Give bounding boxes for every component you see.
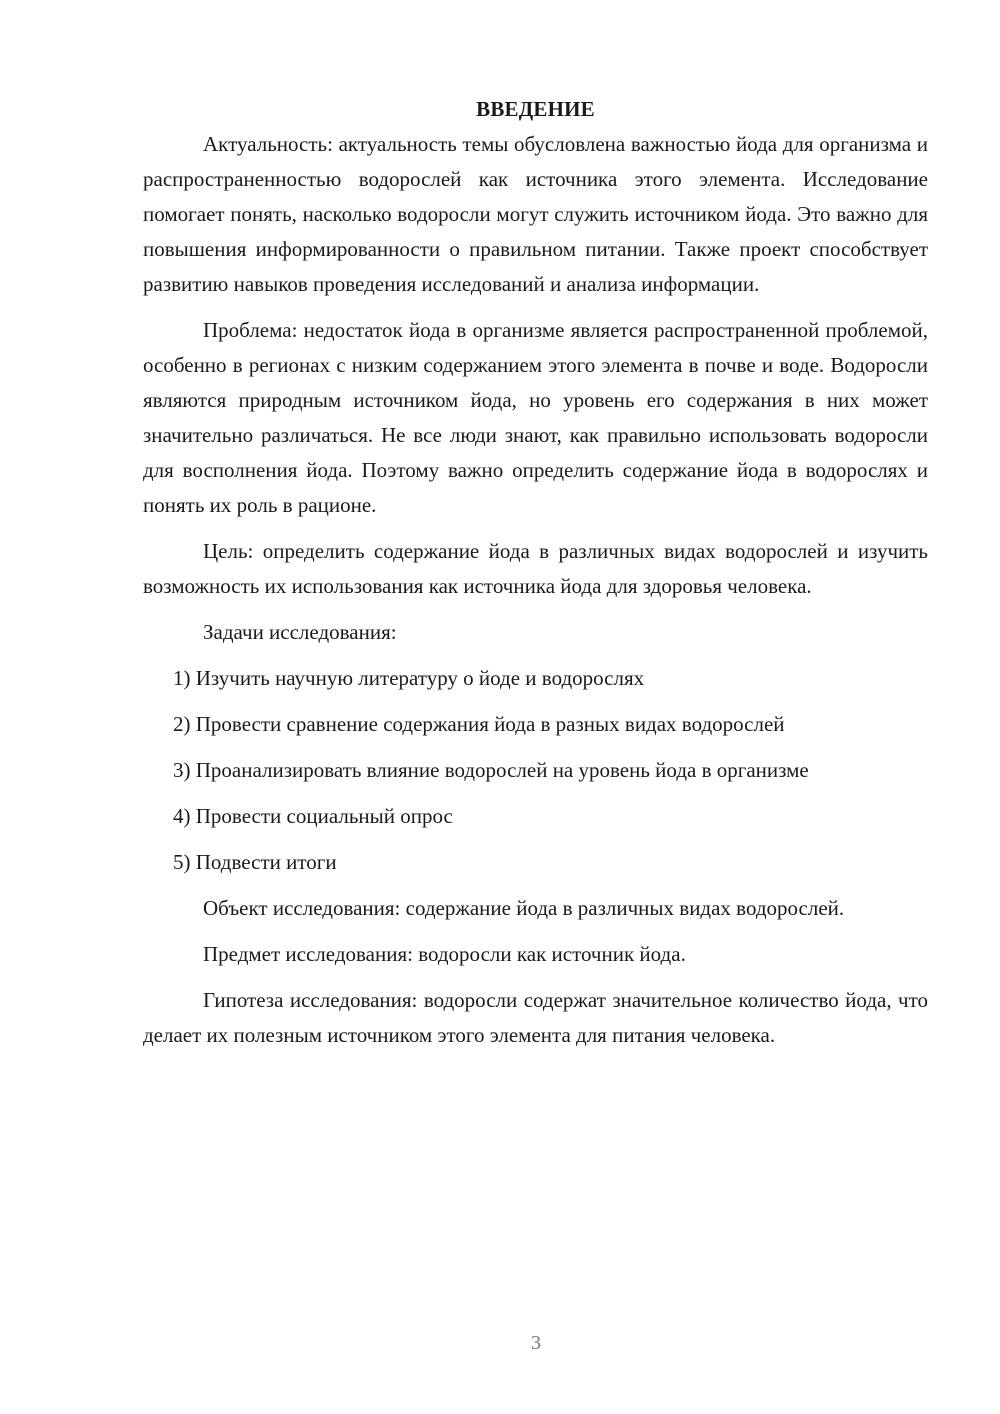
task-item-4: 4) Провести социальный опрос <box>173 804 453 828</box>
object-paragraph: Объект исследования: содержание йода в различных видах водорослей. <box>203 896 845 920</box>
problem-paragraph: Проблема: недостаток йода в организме является распространенной проблемой, особенно в регионах с низким содержанием этого элемента в почве и воде. Водоросли являются природным источником йода, но уровень его содержания в них может значительно различаться. Не все люди знают, как правильно использовать водоросли для восполнения йода. Поэтому важно определить содержание йода в водорослях и понять их роль в рационе. <box>143 318 928 517</box>
document-body <box>143 92 928 1064</box>
goal-paragraph: Цель: определить содержание йода в различных видах водорослей и изучить возможность их использования как источника йода для здоровья человека. <box>143 539 928 598</box>
relevance-paragraph: Актуальность: актуальность темы обусловлена важностью йода для организма и распространенностью водорослей как источника этого элемента. Исследование помогает понять, насколько водоросли могут служить источником йода. Это важно для повышения информированности о правильном питании. Также проект способствует развитию навыков проведения исследований и анализа информации. <box>143 132 928 296</box>
page-number: 3 <box>531 1332 541 1354</box>
task-item-1: 1) Изучить научную литературу о йоде и водорослях <box>173 666 645 690</box>
hypothesis-paragraph: Гипотеза исследования: водоросли содержат значительное количество йода, что делает их полезным источником этого элемента для питания человека. <box>143 988 928 1047</box>
tasks-heading: Задачи исследования: <box>203 620 397 644</box>
section-title: ВВЕДЕНИЕ <box>476 97 595 121</box>
task-item-2: 2) Провести сравнение содержания йода в разных видах водорослей <box>173 712 785 736</box>
subject-paragraph: Предмет исследования: водоросли как источник йода. <box>203 942 686 966</box>
task-item-3: 3) Проанализировать влияние водорослей на уровень йода в организме <box>173 758 809 782</box>
task-item-5: 5) Подвести итоги <box>173 850 337 874</box>
